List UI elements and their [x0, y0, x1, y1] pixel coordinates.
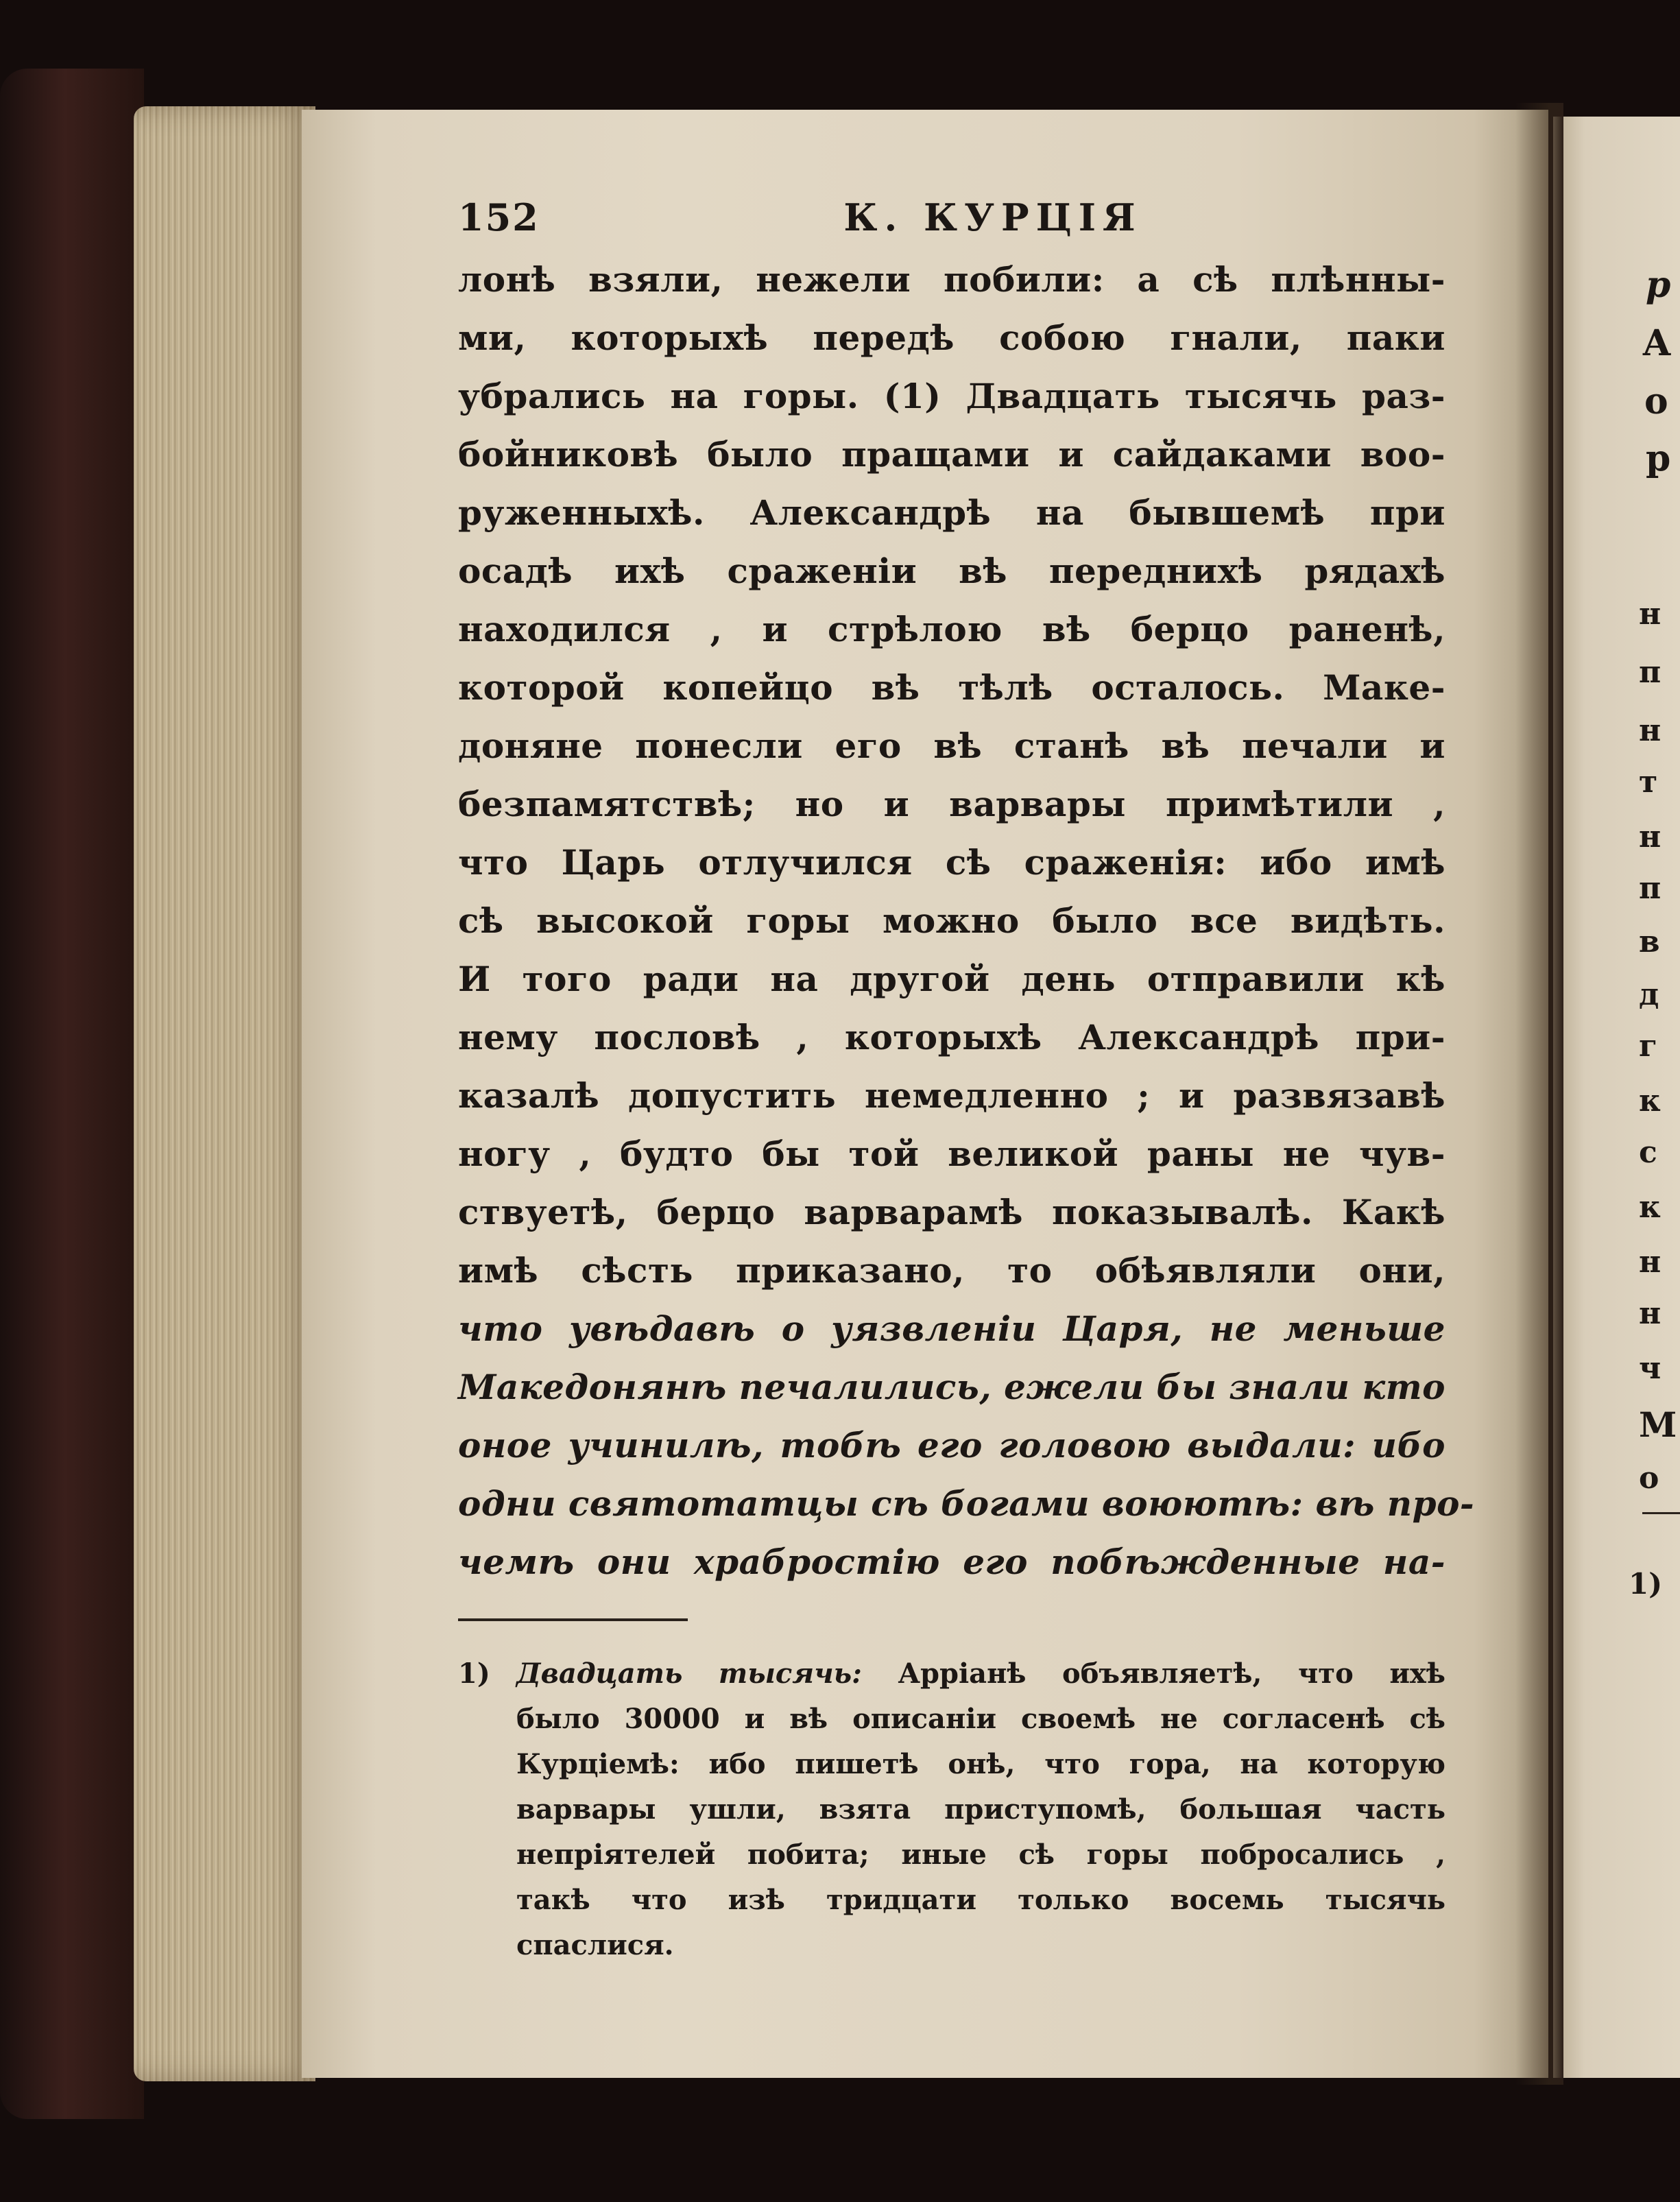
footnote-line: варвары ушли, взята приступомѣ, большая часть — [516, 1793, 1445, 1826]
text-line: И того ради на другой день отправили кѣ — [458, 959, 1445, 999]
text-line: ногу , будто бы той великой раны не чув- — [458, 1134, 1445, 1174]
footnote-line: спаслися. — [516, 1929, 674, 1961]
right-page-letter: М — [1639, 1404, 1677, 1445]
right-page-letter: н — [1639, 819, 1661, 854]
body-text — [458, 250, 1475, 1591]
text-line: находился , и стрѣлою вѣ берцо раненѣ, — [458, 609, 1445, 649]
footnote-line: Курціемѣ: ибо пишетѣ онѣ, что гора, на которую — [516, 1748, 1445, 1780]
right-page-letter: к — [1639, 1190, 1661, 1225]
footnote-first-line — [458, 1651, 1445, 1697]
text-line: казалѣ допустить немедленно ; и развязавѣ — [458, 1075, 1445, 1116]
running-title: К. КУРЦІЯ — [843, 195, 1142, 239]
right-page-letter: с — [1639, 1135, 1657, 1170]
right-page-letter: п — [1639, 871, 1661, 906]
italic-text-line: оное учинилѣ, тобѣ его головою выдали: ибо — [458, 1425, 1445, 1465]
footnote-lead: Двадцать тысячь: — [516, 1658, 862, 1690]
book-cover — [0, 69, 144, 2119]
right-page-letter: о — [1644, 381, 1668, 422]
footnote-first-line-text — [458, 1651, 1445, 1697]
italic-text-line: чемѣ они храбростію его побѣжденные на- — [458, 1542, 1445, 1582]
text-line: ми, которыхѣ передѣ собою гнали, паки — [458, 318, 1445, 358]
page-number: 152 — [458, 195, 540, 239]
italic-text-line: одни святотатцы сѣ богами воюютѣ: вѣ про- — [458, 1483, 1475, 1524]
footnote-marker: 1) — [458, 1658, 490, 1690]
right-page-letter: ч — [1639, 1351, 1661, 1386]
right-page-letter: п — [1639, 655, 1661, 690]
text-line: руженныхѣ. Александрѣ на бывшемѣ при — [458, 492, 1445, 533]
right-page-letter: о — [1639, 1461, 1659, 1496]
text-line: доняне понесли его вѣ станѣ вѣ печали и — [458, 726, 1445, 766]
text-line: нему пословѣ , которыхѣ Александрѣ при- — [458, 1017, 1445, 1057]
right-page-letter: р — [1646, 438, 1671, 479]
right-page-letter: н — [1639, 713, 1661, 748]
footnote-divider — [458, 1618, 688, 1621]
right-page-letter: д — [1639, 977, 1659, 1012]
footnote-line: было 30000 и вѣ описаніи своемѣ не согласенѣ сѣ — [516, 1703, 1445, 1735]
right-page-letter: н — [1639, 1296, 1661, 1331]
text-line: лонѣ взяли, нежели побили: а сѣ плѣнны- — [458, 259, 1445, 300]
footnote-line: непріятелей побита; иные сѣ горы побросались , — [516, 1839, 1445, 1871]
right-page-letter: А — [1642, 322, 1672, 364]
page-header — [458, 195, 1445, 250]
footnote-first-line-rest: Арріанѣ объявляетѣ, что ихѣ — [898, 1658, 1445, 1690]
right-page-letter: г — [1639, 1029, 1657, 1064]
page-edges — [134, 106, 315, 2081]
right-page-letter: к — [1639, 1084, 1661, 1118]
page-text — [458, 195, 1475, 1968]
book-gutter — [1515, 103, 1563, 2085]
text-line: бойниковѣ было пращами и сайдаками воо- — [458, 434, 1445, 475]
text-line: ствуетѣ, берцо варварамѣ показывалѣ. Какѣ — [458, 1192, 1445, 1232]
right-page-letter: т — [1639, 765, 1658, 800]
right-page-letter: в — [1639, 924, 1660, 959]
italic-text-line: Македонянѣ печалились, ежели бы знали кто — [458, 1367, 1445, 1407]
right-page-letter: н — [1639, 1245, 1661, 1280]
right-page-letter: н — [1639, 597, 1661, 632]
text-line: убрались на горы. (1) Двадцать тысячь раз- — [458, 376, 1445, 416]
right-page-footnote-divider — [1642, 1512, 1680, 1514]
footnote-line: такѣ что изѣ тридцати только восемь тысячь — [516, 1884, 1445, 1916]
italic-text-line: что увѣдавѣ о уязвленіи Царя, не меньше — [458, 1308, 1445, 1349]
text-line: что Царь отлучился сѣ сраженія: ибо имѣ — [458, 842, 1445, 883]
text-line: безпамятствѣ; но и варвары примѣтили , — [458, 784, 1445, 824]
text-line: осадѣ ихѣ сраженіи вѣ переднихѣ рядахѣ — [458, 551, 1445, 591]
text-line: сѣ высокой горы можно было все видѣть. — [458, 900, 1445, 941]
right-page-footnote-marker: 1) — [1629, 1567, 1663, 1601]
text-line: которой копейцо вѣ тѣлѣ осталось. Маке- — [458, 667, 1445, 708]
text-line: имѣ сѣсть приказано, то обѣявляли они, — [458, 1250, 1445, 1291]
footnote — [458, 1651, 1445, 1968]
right-page-letter: р — [1646, 264, 1671, 306]
